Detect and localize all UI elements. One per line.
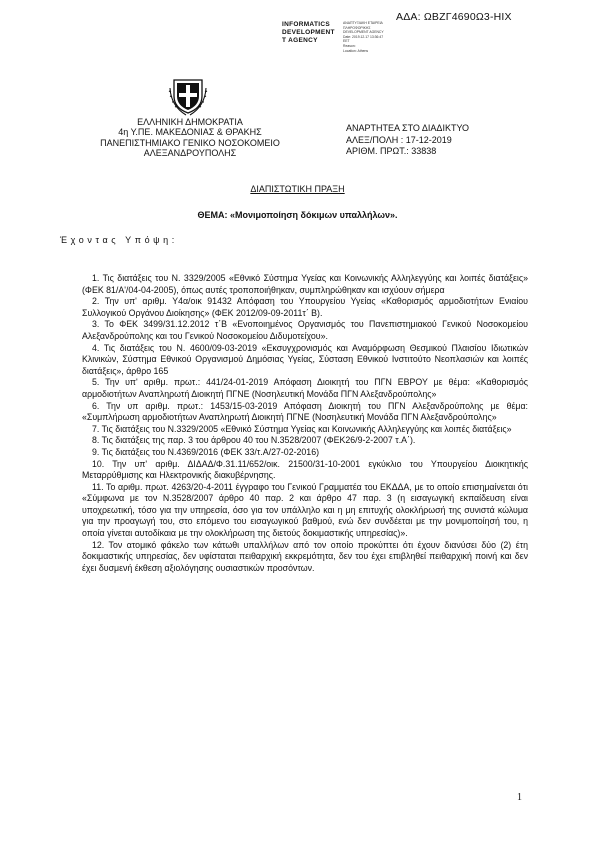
posting-info — [346, 123, 469, 158]
paragraph: 4. Τις διατάξεις του Ν. 4600/09-03-2019 «Εκσυγχρονισμός και Αναμόρφωση Θεσμικού Πλαισίου Ιδιωτικών Κλινικών, Σύστημα Εθνικού Οργανισμού Δημόσιας Υγείας, Σύσταση Εθνικού Ινστιτούτο Νεοπλασιών και λοιπές διατάξεις», άρθρο 165 — [82, 342, 528, 376]
paragraph: 5. Την υπ' αριθμ. πρωτ.: 441/24-01-2019 Απόφαση Διοικητή του ΠΓΝ ΕΒΡΟΥ με θέμα: «Καθορισμός αρμοδιοτήτων Αναπληρωτή Διοικητή ΠΓΝΕ (Νοσηλευτική Μονάδα ΠΓΝ Αλεξανδρούπολης» — [82, 377, 528, 399]
ada-code: ΑΔΑ: ΩΒΖΓ4690Ω3-ΗΙΧ — [396, 11, 512, 23]
agency-line: INFORMATICS — [282, 21, 330, 28]
paragraph: 2. Την υπ' αριθμ. Υ4α/οικ 91432 Απόφαση του Υπουργείου Υγείας «Καθορισμός αρμοδιοτήτων Ενιαίου Συλλογικού Οργάνου Διοίκησης» (ΦΕΚ 2012/09-09-2011τ΄ Β). — [82, 296, 528, 318]
agency-detail-line: ΑΝΑΠΤΥΞΙΑΚΗ ΕΤΑΙΡΕΙΑ — [343, 21, 383, 25]
agency-line: DEVELOPMENT — [282, 29, 335, 36]
document-body — [82, 273, 528, 574]
agency-detail-line: EET — [343, 39, 350, 44]
issuer-line: ΠΑΝΕΠΙΣΤΗΜΙΑΚΟ ΓΕΝΙΚΟ ΝΟΣΟΚΟΜΕΙΟ — [100, 137, 280, 148]
issuer-line: ΑΛΕΞΑΝΔΡΟΥΠΟΛΗΣ — [143, 147, 237, 158]
posting-line: ΑΡΙΘΜ. ΠΡΩΤ.: 33838 — [346, 146, 437, 156]
agency-detail-line: Date: 2019.12.17 13:36:47 — [343, 34, 384, 39]
paragraph: 11. Το αριθμ. πρωτ. 4263/20-4-2011 έγγραφο του Γενικού Γραμματέα του ΕΚΔΔΑ, με το οποίο επισημαίνεται ότι «Σύμφωνα με τον Ν.3528/2007 άρθρο 40 παρ. 2 και άρθρο 47 παρ. 3 (η εισαγωγική εκπαίδευση είναι υποχρεωτική, τόσο για την υπηρεσία, όσο για τον υπάλληλο και η μη επιτυχής ολοκλήρωσή της συνιστά κώλυμα για την προαγωγή του, στο επόμενο του εισαγωγικού βαθμού, ενώ δεν συνδέεται με την μονιμοποίησή του, η οποία γίνεται αυτοδίκαια με την ολοκλήρωση της διετούς δοκιμαστικής υπηρεσίας)». — [82, 481, 528, 539]
page-number: 1 — [517, 792, 522, 803]
paragraph: 9. Τις διατάξεις του Ν.4369/2016 (ΦΕΚ 33/τ.Α/27-02-2016) — [92, 446, 320, 457]
posting-line: ΑΛΕΞ/ΠΟΛΗ : 17-12-2019 — [346, 134, 452, 145]
paragraph: 10. Την υπ' αριθμ. ΔΙΔΑΔ/Φ.31.11/652/οικ. 21500/31-10-2001 εγκύκλιο του Υπουργείου Διοικητικής Μεταρρύθμισης και Ηλεκτρονικής διακυβέρνησης. — [82, 458, 528, 481]
posting-line: ΑΝΑΡΤΗΤΕΑ ΣΤΟ ΔΙΑΔΙΚΤΥΟ — [346, 123, 469, 133]
issuer-line: ΕΛΛΗΝΙΚΗ ΔΗΜΟΚΡΑΤΙΑ — [137, 117, 243, 127]
document-title: ΔΙΑΠΙΣΤΩΤΙΚΗ ΠΡΑΞΗ — [250, 184, 345, 194]
issuer-block — [95, 117, 285, 158]
paragraph: 7. Τις διατάξεις του Ν.3329/2005 «Εθνικό Σύστημα Υγείας και Κοινωνικής Αλληλεγγύης και λοιπές διατάξεις» — [92, 423, 512, 434]
paragraph: 3. Το ΦΕΚ 3499/31.12.2012 τ΄Β «Ενοποιημένος Οργανισμός του Πανεπιστημιακού Γενικού Νοσοκομείου Αλεξανδρούπολης και του Γενικού Νοσοκομείου Διδυμοτείχου». — [82, 319, 528, 341]
agency-signature-stamp — [282, 21, 335, 45]
paragraph: 1. Τις διατάξεις του Ν. 3329/2005 «Εθνικό Σύστημα Υγείας και Κοινωνικής Αλληλεγγύης και λοιπές διατάξεις» (ΦΕΚ 81/Α'/04-04-2005), όπως αυτές τροποποιήθηκαν, συμπληρώθηκαν και ισχύουν σήμερα — [82, 273, 528, 295]
paragraph: 6. Την υπ αριθμ. πρωτ.: 1453/15-03-2019 Απόφαση Διοικητή του ΠΓΝ Αλεξανδρούπολης με θέμα: «Συμπλήρωση αρμοδιοτήτων Αναπληρωτή Διοικητή ΠΓΝΕ (Νοσηλευτική Μονάδα ΠΓΝ Αλεξανδρούπολης» — [82, 400, 528, 423]
agency-detail-line: DEVELOPMENT AGENCY — [343, 30, 384, 35]
agency-line: T AGENCY — [282, 37, 318, 44]
agency-detail-line: ΠΛΗΡΟΦΟΡΙΚΗΣ — [343, 25, 371, 30]
having-regard-heading: Έχοντας Υπόψη: — [60, 235, 178, 245]
agency-signature-details — [343, 21, 393, 53]
issuer-line: 4η Υ.ΠΕ. ΜΑΚΕΔΟΝΙΑΣ & ΘΡΑΚΗΣ — [118, 127, 262, 138]
greek-coat-of-arms-icon — [168, 76, 208, 116]
agency-detail-line: Reason: — [343, 43, 356, 48]
paragraph: 12. Τον ατομικό φάκελο των κάτωθι υπαλλήλων από τον οποίο προκύπτει ότι έχουν διανύσει δύο (2) έτη δοκιμαστικής υπηρεσίας, δεν υφίσταται πειθαρχική εκκρεμότητα, δεν του έχει επιβληθεί πειθαρχική ποινή και δεν έχει δυσμενή έκθεση αξιολόγησης ουσιαστικών προσόντων. — [82, 539, 528, 573]
paragraph: 8. Τις διατάξεις της παρ. 3 του άρθρου 40 του Ν.3528/2007 (ΦΕΚ26/9-2-2007 τ.Α΄). — [92, 435, 416, 446]
agency-detail-line: Location: Athens — [343, 48, 369, 53]
document-subject: ΘΕΜΑ: «Μονιμοποίηση δόκιμων υπαλλήλων». — [197, 210, 398, 220]
